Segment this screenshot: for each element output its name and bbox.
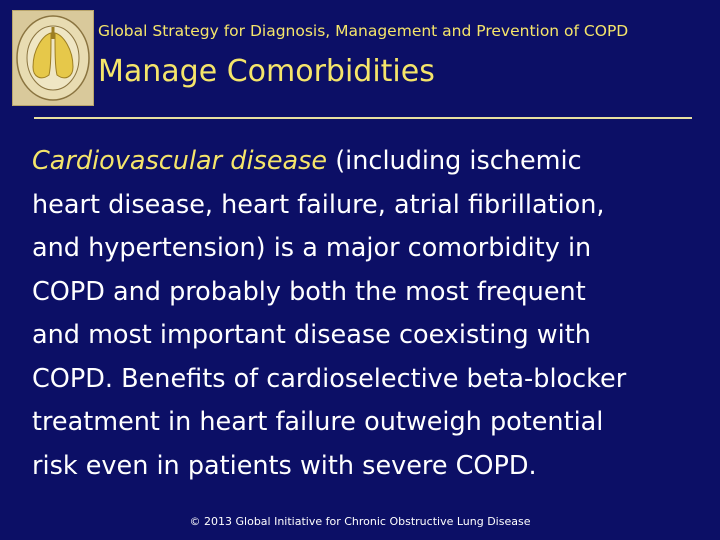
- gold-lungs-seal-icon: [13, 11, 93, 105]
- copyright-footer: © 2013 Global Initiative for Chronic Obstructive Lung Disease: [189, 515, 531, 528]
- series-title: Global Strategy for Diagnosis, Management and Prevention of COPD: [98, 22, 629, 40]
- slide-title: Manage Comorbidities: [98, 54, 435, 89]
- body-text: (including ischemic heart disease, heart failure, atrial fibrillation, and hypertension) is a major comorbidity in COPD and probably both the most frequent and most important disease coexisting with COPD. Benefits of cardioselective beta-blocker treatment in heart failure outweigh potential risk even in patients with severe COPD.: [32, 146, 627, 481]
- body-lead-term: Cardiovascular disease: [32, 146, 328, 176]
- gold-logo: [12, 10, 94, 106]
- body-paragraph: [32, 140, 712, 488]
- title-divider: [34, 117, 692, 119]
